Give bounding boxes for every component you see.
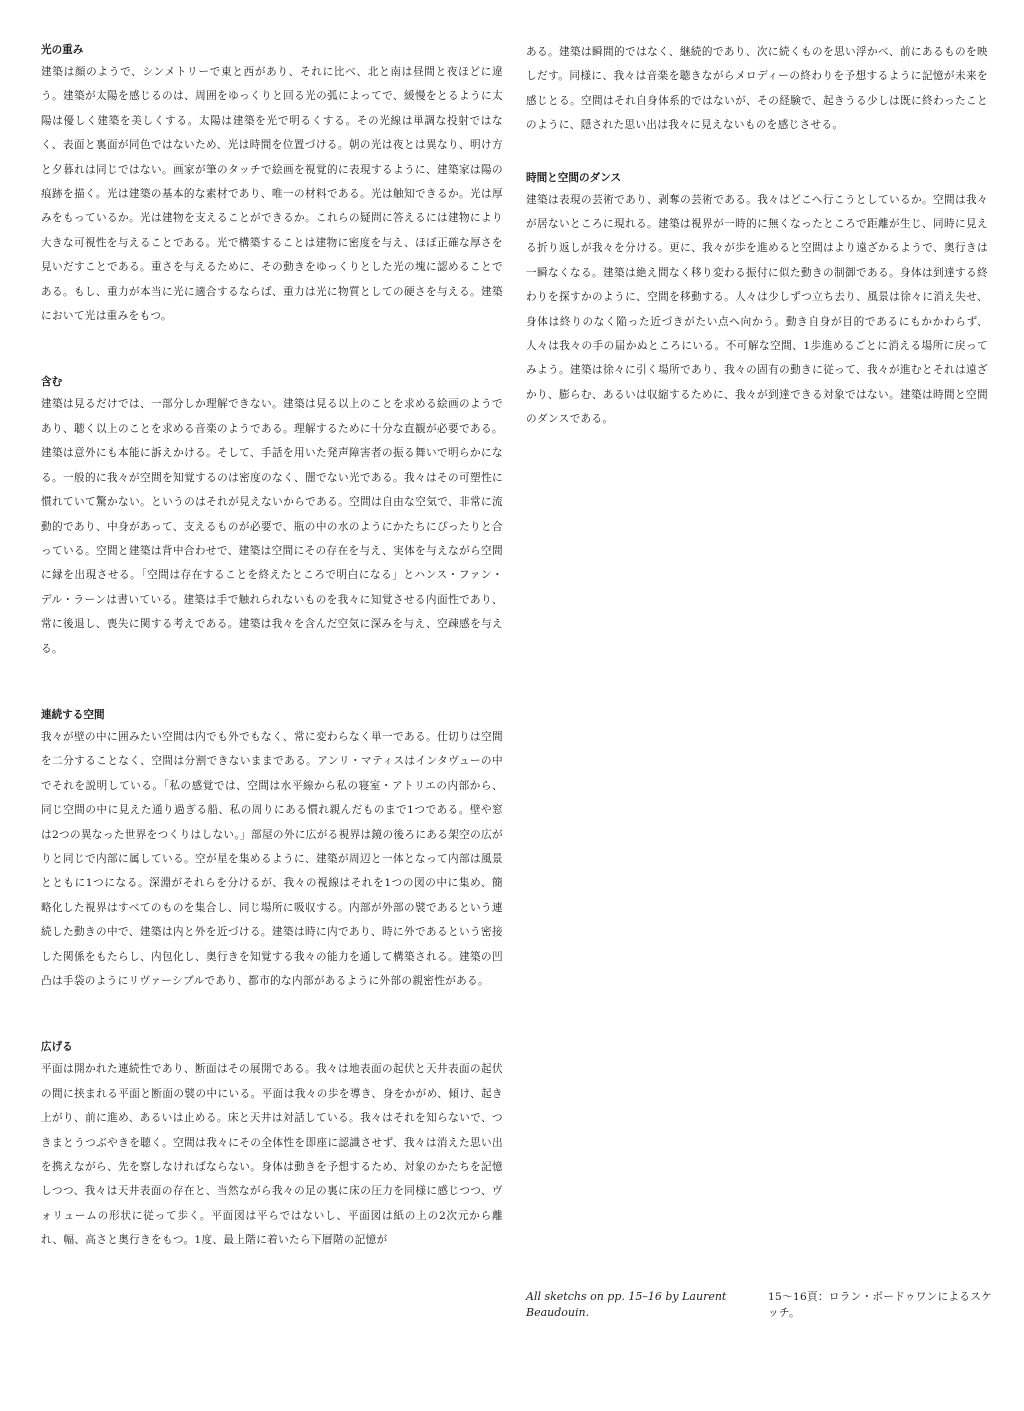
section-heading: 含む bbox=[41, 376, 63, 389]
section-weight-of-light bbox=[41, 40, 503, 328]
section-body: 平面は開かれた連続性であり、断面はその展開である。我々は地表面の起伏と天井表面の起伏の間に挟まれる平面と断面の襞の中にいる。平面は我々の歩を導き、身をかがめ、傾け、起き上がり、前に進め、あるいは止める。床と天井は対話している。我々はそれを知らないで、つきまとうつぶやきを聴く。空間は我々にその全体性を即座に認識させず、我々は消えた思い出を携えながら、先を察しなければならない。身体は動きを予想するため、対象のかたちを記憶しつつ、我々は天井表面の存在と、当然ながら我々の足の裏に床の圧力を同様に感じつつ、ヴォリュームの形状に従って歩く。平面図は平らではないし、平面図は紙の上の2次元から離れ、幅、高さと奥行きをもつ。1度、最上階に着いたら下層階の記憶が bbox=[41, 1063, 503, 1247]
section-body: 我々が壁の中に囲みたい空間は内でも外でもなく、常に変わらなく単一である。仕切りは空間を二分することなく、空間は分割できないままである。アンリ・マティスはインタヴューの中でそれを説明している。「私の感覚では、空間は水平線から私の寝室・アトリエの内部から、同じ空間の中に見えた通り過ぎる船、私の周りにある慣れ親んだものまで1つである。壁や窓は2つの異なった世界をつくりはしない。」部屋の外に広がる視界は鏡の後ろにある架空の広がりと同じで内部に属している。空が星を集めるように、建築が周辺と一体となって内部は風景とともに1つになる。深淵がそれらを分けるが、我々の視線はそれを1つの図の中に集め、簡略化した視界はすべてのものを集合し、同じ場所に吸収する。内部が外部の襞であるという連続した動きの中で、建築は内と外を近づける。建築は時に内であり、時に外であるという密接した関係をもたらし、内包化し、奥行きを知覚する我々の能力を通して構築される。建築の凹凸は手袋のようにリヴァーシブルであり、都市的な内部があるように外部の親密性がある。 bbox=[41, 730, 503, 987]
section-body: 建築は見るだけでは、一部分しか理解できない。建築は見る以上のことを求める絵画のようであり、聴く以上のことを求める音楽のようである。理解するために十分な直観が必要である。建築は意外にも本能に訴えかける。そして、手話を用いた発声障害者の振る舞いで明らかになる。一般的に我々が空間を知覚するのは密度のなく、闇でない光である。我々はその可塑性に慣れていて驚かない。というのはそれが見えないからである。空間は自由な空気で、非常に流動的であり、中身があって、支えるものが必要で、瓶の中の水のようにかたちにぴったりと合っている。空間と建築は背中合わせで、建築は空間にその存在を与え、実体を与えながら空間に縁を出現させる。「空間は存在することを終えたところで明白になる」とハンス・ファン・デル・ラーンは書いている。建築は手で触れられないものを我々に知覚させる内面性であり、常に後退し、喪失に関する考えである。建築は我々を含んだ空気に深みを与え、空疎感を与える。 bbox=[41, 398, 503, 655]
section-heading: 時間と空間のダンス bbox=[526, 171, 622, 184]
right-column bbox=[526, 40, 988, 476]
section-heading: 連続する空間 bbox=[41, 708, 105, 721]
left-column bbox=[41, 40, 503, 1297]
section-body: 建築は顔のようで、シンメトリーで東と西があり、それに比べ、北と南は昼間と夜ほどに違う。建築が太陽を感じるのは、周囲をゆっくりと回る光の弧によってで、緩慢をとるように太陽は優しく建築を美しくする。太陽は建築を光で明るくする。その光線は単調な投射ではなく、表面と裏面が同色ではないため、光は時間を位置づける。朝の光は夜とは異なり、明け方と夕暮れは同じではない。画家が筆のタッチで絵画を視覚的に表現するように、建築家は陽の痕跡を描く。光は建築の基本的な素材であり、唯一の材料である。光は触知できるか。光は厚みをもっているか。光は建物を支えることができるか。これらの疑問に答えるには建物により大きな可視性を与えることである。光で構築することは建物に密度を与え、ほぼ正確な厚さを見いだすことである。重さを与えるために、その動きをゆっくりとした光の塊に認めることである。もし、重力が本当に光に適合するならば、重力は光に物質としての硬さを与える。建築において光は重みをもつ。 bbox=[41, 66, 503, 323]
section-body: 建築は表現の芸術であり、剥奪の芸術である。我々はどこへ行こうとしているか。空間は我々が居ないところに現れる。建築は視界が一時的に無くなったところで距離が生じ、同時に見える折り返しが我々を分ける。更に、我々が歩を進めると空間はより遠ざかるようで、奥行きは一瞬なくなる。建築は絶え間なく移り変わる振付に似た動きの制御である。身体は到達する終わりを探すかのように、空間を移動する。人々は少しずつ立ち去り、風景は徐々に消え失せ、身体は終りのなく陥った近づきがたい点へ向かう。動き自身が目的であるにもかかわらず、人々は我々の手の届かぬところにいる。不可解な空間、1歩進めるごとに消える場所に戻ってみよう。建築は徐々に引く場所であり、我々の固有の動きに従って、我々が進むとそれは遠ざかり、膨らむ、あるいは収縮するために、我々が到達できる対象ではない。建築は時間と空間のダンスである。 bbox=[526, 193, 988, 426]
section-body: ある。建築は瞬間的ではなく、継続的であり、次に続くものを思い浮かべ、前にあるものを映しだす。同様に、我々は音楽を聴きながらメロディーの終わりを予想するように記憶が未来を感じとる。空間はそれ自身体系的ではないが、その経験で、起きうる少しは既に終わったことのように、隠された思い出は我々に見えないものを感じさせる。 bbox=[526, 46, 988, 132]
caption-japanese: 15～16頁：ロラン・ボードゥワンによるスケッチ。 bbox=[768, 1291, 992, 1319]
section-continuous-space bbox=[41, 705, 503, 993]
section-heading: 光の重み bbox=[41, 44, 84, 56]
section-continuation bbox=[526, 40, 988, 138]
section-unfold bbox=[41, 1037, 503, 1252]
section-heading: 広げる bbox=[41, 1041, 73, 1054]
section-dance-of-time-and-space bbox=[526, 168, 988, 432]
section-contain bbox=[41, 372, 503, 660]
caption-english: All sketchs on pp. 15–16 by Laurent Beaudouin. bbox=[526, 1290, 727, 1319]
